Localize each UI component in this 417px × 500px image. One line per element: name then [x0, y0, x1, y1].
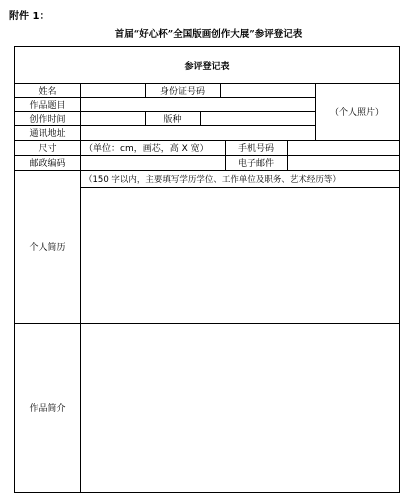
email-field[interactable]: [287, 155, 399, 170]
work-intro-label: 作品简介: [29, 404, 66, 414]
address-field[interactable]: [80, 125, 315, 140]
form-header: 参评登记表: [184, 61, 230, 72]
work-title-label: 作品题目: [29, 100, 66, 111]
resume-label: 个人简历: [29, 243, 66, 253]
mobile-label: 手机号码: [237, 144, 274, 154]
document-title: 首届“好心杯”全国版画创作大展”参评登记表: [114, 29, 303, 40]
name-label: 姓名: [38, 86, 57, 97]
creation-time-label: 创作时间: [29, 114, 66, 125]
registration-form: [14, 46, 400, 493]
resume-field[interactable]: [80, 187, 399, 323]
address-label: 通讯地址: [29, 129, 66, 139]
postcode-label: 邮政编码: [29, 159, 66, 169]
work-title-field[interactable]: [80, 97, 315, 111]
size-field[interactable]: （单位：cm，画芯，高 X 宽）: [84, 144, 209, 154]
resume-hint: （150 字以内，主要填写学历学位、工作单位及职务、艺术经历等）: [84, 174, 341, 185]
photo-placeholder[interactable]: （个人照片）: [329, 108, 384, 118]
postcode-field[interactable]: [80, 155, 225, 170]
id-number-field[interactable]: [220, 83, 315, 97]
size-label: 尺寸: [38, 144, 57, 154]
print-type-label: 版种: [163, 114, 182, 125]
id-number-label: 身份证号码: [159, 86, 205, 97]
mobile-field[interactable]: [287, 140, 399, 155]
creation-time-field[interactable]: [80, 111, 145, 125]
print-type-field[interactable]: [200, 111, 315, 125]
work-intro-field[interactable]: [80, 323, 399, 492]
attachment-label: 附件 1：: [9, 11, 50, 22]
name-field[interactable]: [80, 83, 145, 97]
email-label: 电子邮件: [237, 159, 274, 169]
